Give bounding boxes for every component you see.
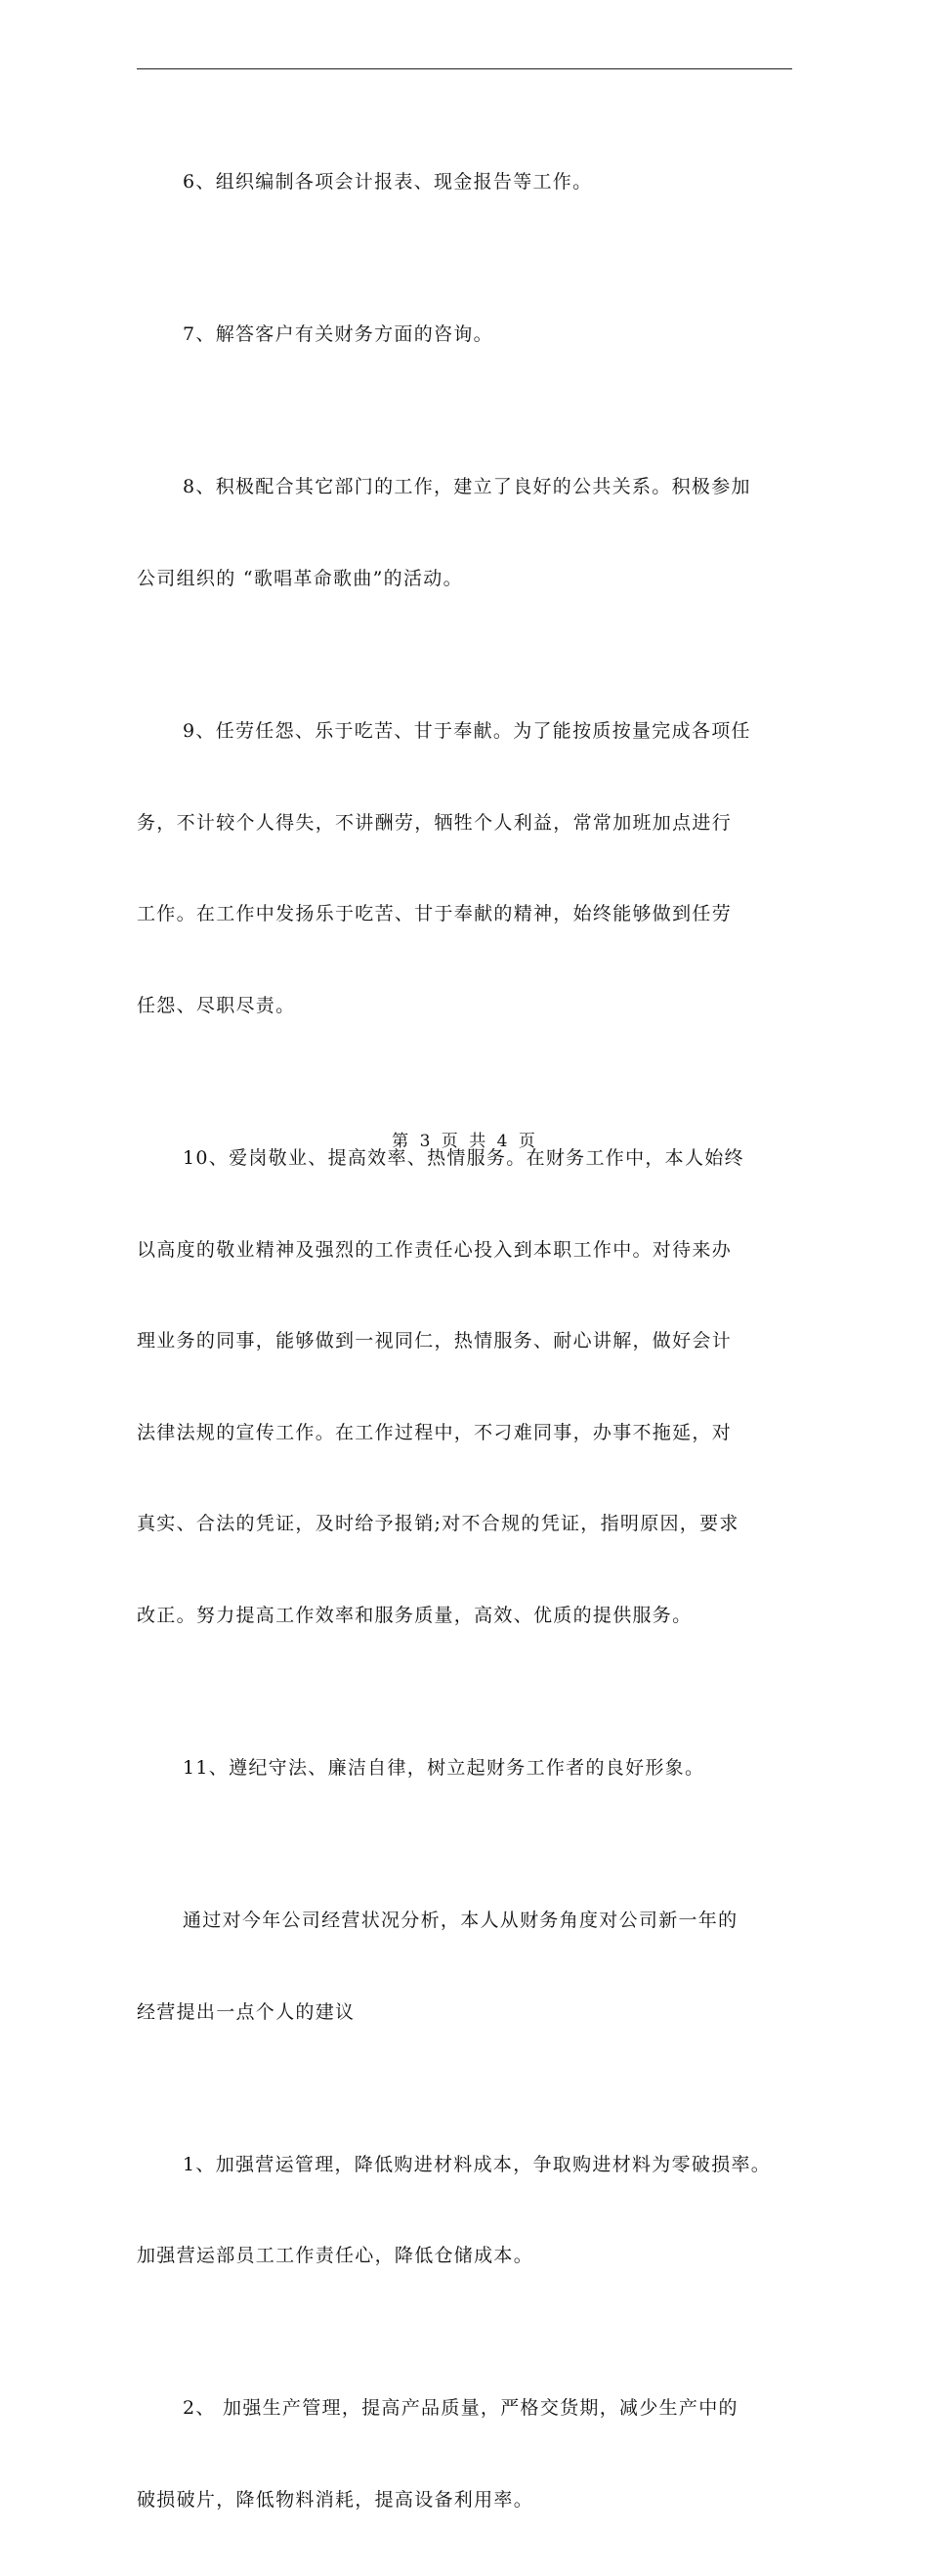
text-line: 加强营运部员工工作责任心，降低仓储成本。 [137, 2245, 534, 2267]
text-line: 2、 加强生产管理，提高产品质量，严格交货期，减少生产中的 [183, 2397, 738, 2420]
text-line: 通过对今年公司经营状况分析，本人从财务角度对公司新一年的 [183, 1909, 738, 1931]
text-line: 理业务的同事，能够做到一视同仁，热情服务、耐心讲解，做好会计 [137, 1330, 733, 1352]
paragraph [137, 1845, 811, 2089]
text-line: 工作。在工作中发扬乐于吃苦、甘于奉献的精神，始终能够做到任劳 [137, 903, 733, 925]
text-line: 务，不计较个人得失，不讲酬劳，牺牲个人利益，常常加班加点进行 [137, 811, 733, 834]
text-line: 8、积极配合其它部门的工作，建立了良好的公共关系。积极参加 [183, 476, 751, 498]
paragraph [137, 411, 811, 656]
paragraph [137, 107, 811, 259]
header-rule [137, 68, 792, 69]
text-line: 公司组织的 “歌唱革命歌曲”的活动。 [137, 568, 463, 590]
paragraph [137, 2333, 811, 2576]
paragraph [137, 1083, 811, 1693]
text-line: 9、任劳任怨、乐于吃苦、甘于奉献。为了能按质按量完成各项任 [183, 720, 751, 743]
text-line: 以高度的敬业精神及强烈的工作责任心投入到本职工作中。对待来办 [137, 1238, 733, 1261]
text-line: 10、爱岗敬业、提高效率、热情服务。在财务工作中，本人始终 [183, 1146, 744, 1169]
text-line: 改正。努力提高工作效率和服务质量，高效、优质的提供服务。 [137, 1604, 693, 1626]
paragraph [137, 2088, 811, 2333]
paragraph [137, 656, 811, 1083]
text-line: 法律法规的宣传工作。在工作过程中，不刁难同事，办事不拖延，对 [137, 1421, 733, 1443]
text-line: 破损破片，降低物料消耗，提高设备利用率。 [137, 2488, 534, 2511]
text-line: 1、加强营运管理，降低购进材料成本，争取购进材料为零破损率。 [183, 2153, 772, 2175]
document-body [137, 107, 811, 2576]
text-line: 11、遵纪守法、廉洁自律，树立起财务工作者的良好形象。 [183, 1756, 705, 1779]
text-line: 6、组织编制各项会计报表、现金报告等工作。 [183, 171, 593, 193]
paragraph [137, 1693, 811, 1845]
text-line: 真实、合法的凭证，及时给予报销;对不合规的凭证，指明原因，要求 [137, 1513, 739, 1535]
page-number: 第 3 页 共 4 页 [392, 1132, 536, 1151]
text-line: 7、解答客户有关财务方面的咨询。 [183, 323, 493, 346]
paragraph [137, 259, 811, 411]
text-line: 经营提出一点个人的建议 [137, 2000, 356, 2023]
text-line: 任怨、尽职尽责。 [137, 994, 296, 1016]
